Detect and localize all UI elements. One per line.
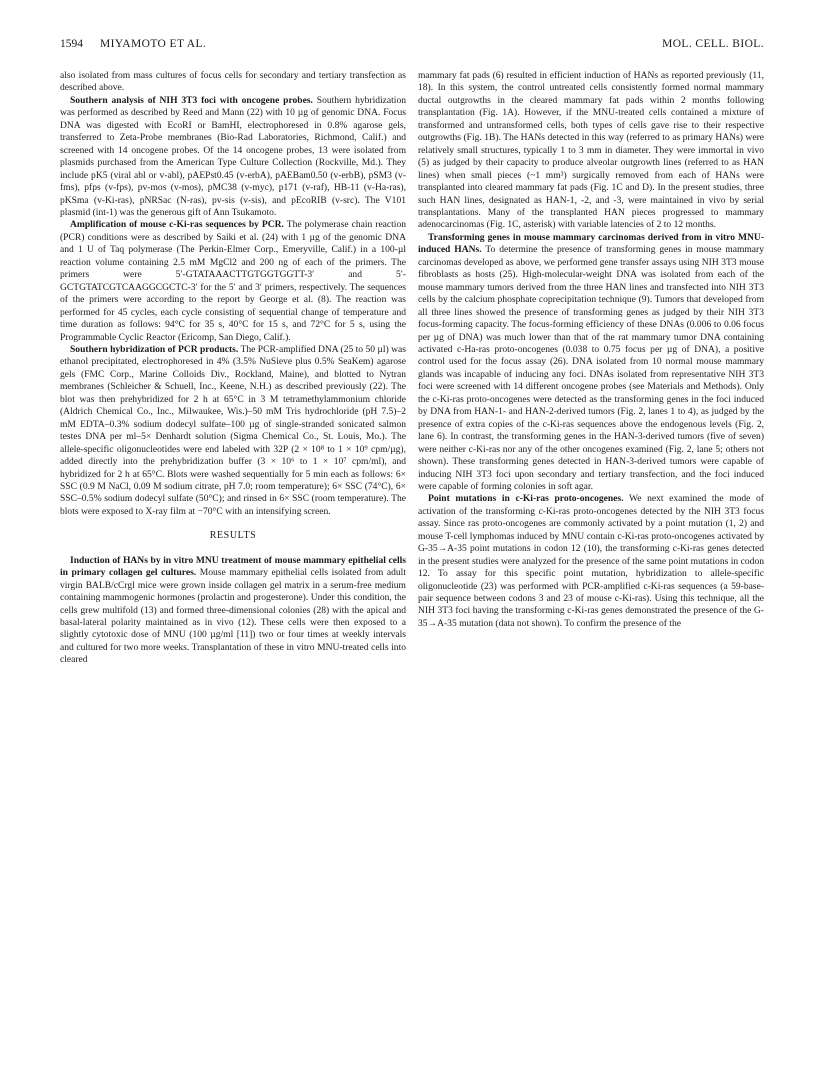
running-journal: MOL. CELL. BIOL.: [662, 38, 764, 50]
page-number: 1594: [60, 38, 83, 50]
pcr-amplification-heading: Amplification of mouse c-Ki-ras sequences by PCR.: [70, 219, 284, 231]
han-induction-paragraph: [60, 555, 406, 667]
point-mutations-body: We next examined the mode of activation of the transforming c-Ki-ras proto-oncogenes detected by the NIH 3T3 focus assay. Since ras proto-oncogenes are commonly activated by a point mutation (1, 2) and mouse T-cell lymphomas induced by MNU contain c-Ki-ras proto-oncogenes activated by G-35→A-35 point mutations in codon 12 (10), the transforming c-Ki-ras genes detected in the present studies were analyzed for the presence of the same point mutations in codon 12. To assay for this specific point mutation, hybridization to allele-specific oligonucleotide (23) was performed with PCR-amplified c-Ki-ras sequences (a 59-base-pair sequence between codons 3 and 23 of mouse c-Ki-ras). Using this technique, all the NIH 3T3 foci having the transforming c-Ki-ras genes demonstrated the presence of the G-35→A-35 mutation (data not shown). To confirm the presence of the: [418, 493, 764, 629]
intro-paragraph: also isolated from mass cultures of focus cells for secondary and tertiary transfection as described above.: [60, 70, 406, 94]
southern-analysis-body: Southern hybridization was performed as described by Reed and Mann (22) with 10 µg of genomic DNA. Focus DNA was digested with EcoRI or BamHI, electrophoresed in 0.8% agarose gels, transferred to Zeta-Probe membranes (Bio-Rad Laboratories, Richmond, Calif.) and screened with 14 oncogene probes. Of the 14 oncogene probes, 13 were isolated from plasmids purchased from the American Type Culture Collection (Rockville, Md.). They include pK5 (viral abl or v-abl), pAEPst0.45 (v-erbA), pAEBam0.50 (v-erbB), pSM3 (v-fms), pfps (v-fps), pv-mos (v-mos), pMC38 (v-myc), p171 (v-raf), HB-11 (v-Ha-ras), pKSma (v-Ki-ras), pNRSac (N-ras), pv-sis (v-sis), and pEcoRIB (v-src). The V101 plasmid (int-1) was the generous gift of Ann Tsukamoto.: [60, 94, 407, 218]
pcr-hybridization-paragraph: [60, 344, 406, 518]
pcr-hybridization-body: The PCR-amplified DNA (25 to 50 µl) was ethanol precipitated, electrophoresed in 4% (3.5% NuSieve plus 0.5% SeaKem) agarose gels (FMC Corp., Marine Colloids Div., Rockland, Maine), and blotted to Nytran membranes (Schleicher & Schuell, Inc., Keene, N.H.) as described previously (22). The blot was then prehybridized for 2 h at 65°C in 3 M tetramethylammonium chloride (Aldrich Chemical Co., Inc., Milwaukee, Wis.)–50 mM Tris hydrochloride (pH 7.5)–2 mM EDTA–0.3% sodium dodecyl sulfate–100 µg of single-stranded sonicated salmon testes DNA per ml–5× Denhardt solution (Sigma Chemical Co., St. Louis, Mo.). The allele-specific oligonucleotides were end labeled with 32P (2 × 10⁸ to 1 × 10⁹ cpm/µg), added directly into the prehybridization buffer (3 × 10⁶ to 1 × 10⁷ cpm/ml), and hybridized for 2 h at 65°C. Blots were washed sequentially for 5 min each as follows: 6× SSC (0.9 M NaCl, 0.09 M sodium citrate, pH 7.0; room temperature); 6× SSC (74°C), 6× SSC–0.5% sodium dodecyl sulfate (50°C); and rinsed in 6× SSC (room temperature). The blots were exposed to X-ray film at −70°C with an intensifying screen.: [60, 343, 406, 517]
pcr-amplification-paragraph: [60, 219, 406, 344]
left-column: [60, 70, 406, 667]
page-header: [60, 38, 764, 56]
transforming-genes-heading: Transforming genes in mouse mammary carcinomas derived from in vitro MNU-induced HANs.: [418, 231, 764, 256]
results-section-title: RESULTS: [209, 530, 257, 542]
pcr-hybridization-heading: Southern hybridization of PCR products.: [70, 343, 239, 355]
point-mutations-paragraph: [418, 493, 764, 630]
point-mutations-heading: Point mutations in c-Ki-ras proto-oncogenes.: [428, 493, 624, 505]
pcr-amplification-body: The polymerase chain reaction (PCR) conditions were as described by Saiki et al. (24) with 1 µg of the genomic DNA and 1 U of Taq polymerase (The Perkin-Elmer Corp., Emeryville, Calif.) in a 100-µl reaction volume containing 2.5 mM MgCl2 and 200 ng of each of the primers. The primers were 5′-GTATAAACTTGTGGTGGTT-3′ and 5′-GCTGTATCGTCAAGGCGCTC-3′ for the 5′ and 3′ primers, respectively. The sequences of the primers were according to the report by George et al. (8). The reaction was performed for 45 cycles, each cycle consisting of sequential change of temperature and time duration as follows: 94°C for 35 s, 40°C for 15 s, and 72°C for 5 s, using the Programmable Cyclic Reactor (Ericomp, San Diego, Calif.).: [60, 219, 407, 343]
transforming-genes-body: To determine the presence of transforming genes in mouse mammary carcinomas developed as above, we performed gene transfer assays using NIH 3T3 mouse fibroblasts as hosts (25). High-molecular-weight DNA was isolated from each of the mouse mammary tumors derived from the three HAN lines and transfected into NIH 3T3 cells by the calcium phosphate coprecipitation technique (9). Tumors that developed from all three lines showed the presence of transforming genes as judged by their NIH 3T3 focus-forming capacity. The focus-forming efficiency of these DNAs (0.006 to 0.06 focus per µg of DNA) was much lower than that of the rat mammary tumor DNA containing activated c-Ha-ras proto-oncogenes (0.038 to 0.75 focus per µg of DNA), a positive control used for the focus assay (26). DNA isolated from 10 normal mouse mammary glands was incapable of inducing any foci. DNAs isolated from representative NIH 3T3 foci were screened with 14 different oncogene probes (see Materials and Methods). Only the c-Ki-ras proto-oncogenes were detected as the transforming genes in the foci induced by DNA from HAN-1- and HAN-2-derived tumors (Fig. 2, lanes 1 to 4), as judged by the presence of extra copies of the c-Ki-ras sequences above the endogenous levels (Fig. 2, lane 6). In contrast, the transforming genes in the HAN-3-derived tumors (five of seven) were neither c-Ki-ras nor any of the other oncogenes examined (Fig. 2, lane 5; others not shown). These transforming genes detected in HAN-3-derived tumors were capable of inducing NIH 3T3 foci upon secondary and tertiary transfection, and the foci induced were capable of forming colonies in soft agar.: [418, 244, 764, 492]
han-induction-body: Mouse mammary epithelial cells isolated from adult virgin BALB/cCrgl mice were grown inside collagen gel matrix in a serum-free medium containing mammogenic hormones (prolactin and progesterone). Under this condition, the cells grew multifold (13) and formed three-dimensional colonies (28) with the apical and basal-lateral polarity maintained as in vivo (12). These cells were then exposed to a slightly cytotoxic dose of MNU (100 µg/ml [11]) two or four times at weekly intervals and cultured for two more weeks. Transplantation of these in vitro MNU-treated cells into cleared: [60, 567, 406, 666]
right-column: [418, 70, 764, 630]
southern-analysis-paragraph: [60, 95, 406, 220]
southern-analysis-heading: Southern analysis of NIH 3T3 foci with oncogene probes.: [70, 94, 313, 106]
han-induction-heading: Induction of HANs by in vitro MNU treatment of mouse mammary epithelial cells in primary collagen gel cultures.: [60, 554, 406, 579]
transforming-genes-paragraph: [418, 232, 764, 494]
running-authors: MIYAMOTO ET AL.: [100, 38, 207, 50]
han-continued-paragraph: mammary fat pads (6) resulted in efficient induction of HANs as reported previously (11, 18). In this system, the control untreated cells consistently formed normal mammary ductal outgrowths in the cleared mammary fat pads within 2 months following transplantation (Fig. 1A). However, if the MNU-treated cells contained a mixture of transformed and untransformed cells, both types of cells gave rise to their respective outgrowths (Fig. 1B). The HANs detected in this way (referred to as primary HANs) were relatively small structures, typically 1 to 3 mm in diameter. They were immortal in vivo (5) as judged by their capacity to produce alveolar outgrowth lines (referred to as HAN lines) when small pieces (~1 mm³) surgically removed from each of HANs were transplanted into cleared mammary fat pads (Fig. 1C and D). In the present studies, three such HAN lines, designated as HAN-1, -2, and -3, were maintained in vivo by serial transplantations. Many of the transplanted HAN pieces progressed to mammary adenocarcinomas (Fig. 1C, asterisk) with variable latencies of 2 to 12 months.: [418, 70, 764, 231]
